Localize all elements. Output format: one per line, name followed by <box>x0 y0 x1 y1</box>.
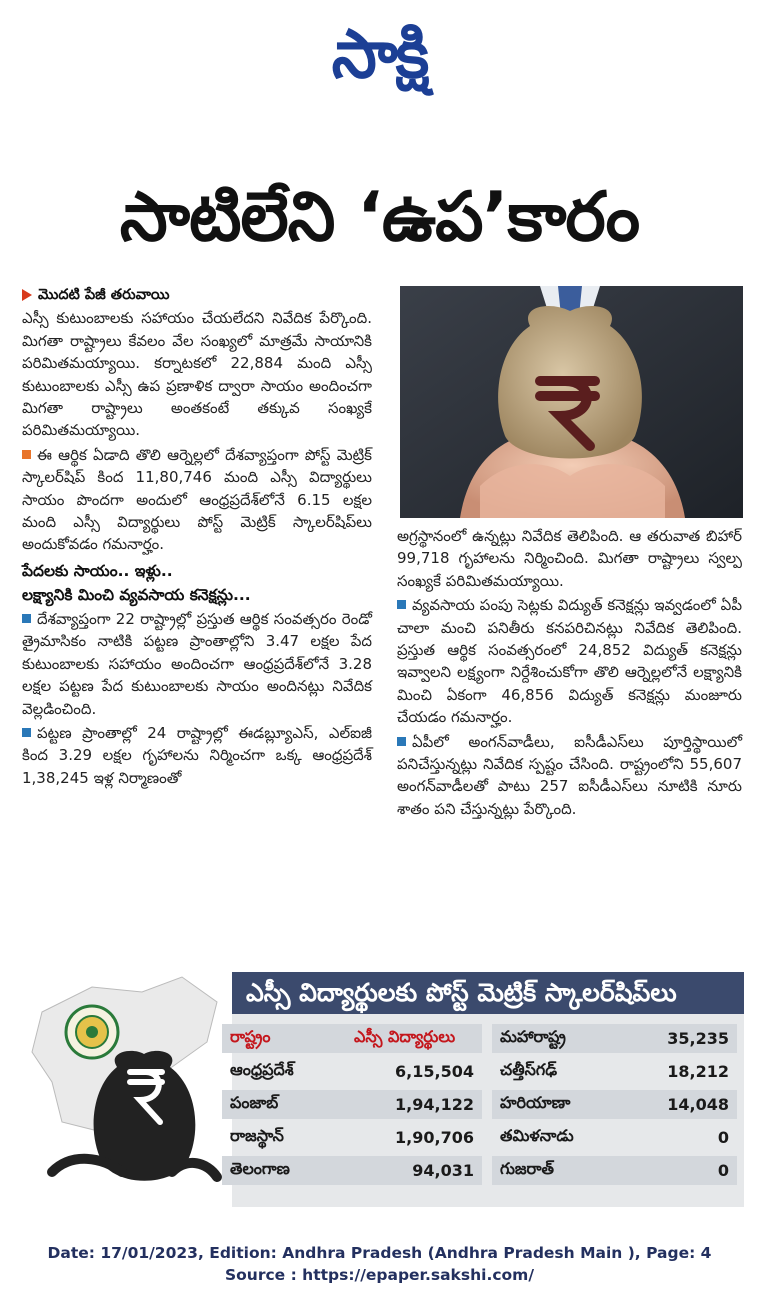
header-students: ఎస్సీ విద్యార్థులు <box>327 1024 482 1053</box>
ap-map-money-bag-illustration <box>22 972 229 1207</box>
table-row <box>222 1057 482 1086</box>
headline: సాటిలేని ‘ఉప’కారం <box>119 178 640 257</box>
state-name: తమిళనాడు <box>500 1126 574 1145</box>
square-bullet-icon <box>22 450 31 459</box>
state-name: మహారాష్ట్ర <box>492 1024 623 1053</box>
continuation-text: మొదటి పేజీ తరువాయి <box>38 287 170 303</box>
paragraph-6-text: వ్యవసాయ పంపు సెట్లకు విద్యుత్ కనెక్షన్లు ఇవ్వడంలో ఏపీ చాలా మంచి పనితీరు కనపరిచినట్లు నివేదిక తెలిపింది. ప్రస్తుత ఆర్థిక సంవత్సరంలో 24,852 విద్యుత్ కనెక్షన్లు ఇవ్వాలని లక్ష్యంగా నిర్దేశించుకోగా తొలి ఆర్నెల్లలోనే లక్ష్యానికి మించి ఏకంగా 46,856 విద్యుత్ కనెక్షన్లు మంజూరు చేయడం గమనార్హం. <box>397 596 742 727</box>
sakshi-logo: సాక్షి <box>331 16 428 94</box>
paragraph-7-text: ఏపీలో అంగన్‌వాడీలు, ఐసీడీఎస్‌లు పూర్తిస్థాయిలో పనిచేస్తున్నట్లు నివేదిక స్పష్టం చేసింది. రాష్ట్రంలోని 55,607 అంగన్‌వాడీలతో పాటు 257 ఐసీడీఎస్‌లు నూటికి నూరు శాతం పని చేస్తున్నట్లు పేర్కొంది. <box>397 732 742 818</box>
table-row <box>222 1090 482 1119</box>
state-name: హరియాణా <box>492 1090 623 1119</box>
continuation-label <box>22 284 372 306</box>
article-photo <box>400 286 743 518</box>
subheading-1: పేదలకు సాయం.. ఇళ్లు.. <box>22 561 173 580</box>
table-row <box>222 1123 482 1152</box>
article-paragraph-1: ఎస్సీ కుటుంబాలకు సహాయం చేయలేదని నివేదిక పేర్కొంది. మిగతా రాష్ట్రాలు కేవలం వేల సంఖ్యలో మాత్రమే సాయానికి పరిమితమయ్యాయి. కర్నాటకలో 22,884 మంది ఎస్సీ కుటుంబాలకు ఎస్సీ ఉప ప్రణాళిక ద్వారా సాయం అందించగా మిగతా రాష్ట్రాలు అంతకంటే తక్కువ సంఖ్యకే పరిమితమయ్యాయి. <box>22 309 372 440</box>
student-count: 1,90,706 <box>395 1128 474 1147</box>
state-name: గుజరాత్ <box>492 1156 623 1185</box>
state-name: చత్తీస్‌గఢ్ <box>500 1060 558 1079</box>
source-footer <box>0 1242 759 1286</box>
infobox-title: ఎస్సీ విద్యార్థులకు పోస్ట్ మెట్రిక్ స్కాలర్‌షిప్‌లు <box>232 972 744 1014</box>
table-header-row <box>222 1024 482 1053</box>
paragraph-4-text: పట్టణ ప్రాంతాల్లో 24 రాష్ట్రాల్లో ఈడబ్ల్యూఎస్, ఎల్ఐజీ కింద 3.29 లక్షల గృహాలను నిర్మించగా ఒక్క ఆంధ్రప్రదేశ్ 1,38,245 ఇళ్ల నిర్మాణంతో <box>22 723 372 787</box>
state-name: రాజస్థాన్ <box>230 1126 284 1145</box>
table-row <box>492 1024 737 1053</box>
scholarship-infobox <box>22 972 744 1207</box>
state-name: పంజాబ్ <box>222 1090 327 1119</box>
scholarship-table-left <box>222 1020 482 1189</box>
play-triangle-icon <box>22 289 32 301</box>
source-link[interactable]: Source : https://epaper.sakshi.com/ <box>225 1266 534 1284</box>
table-row <box>492 1123 737 1152</box>
paragraph-3-text: దేశవ్యాప్తంగా 22 రాష్ట్రాల్లో ప్రస్తుత ఆర్థిక సంవత్సరం రెండో త్రైమాసికం నాటికి పట్టణ ప్రాంతాల్లోని 3.47 లక్షల పేద కుటుంబాలకు సహాయం అందించగా ఆంధ్రప్రదేశ్‌లోనే 3.28 లక్షల పట్టణ పేద కుటుంబాలకు సాయం అందినట్లు నివేదిక వెల్లడించింది. <box>22 609 372 718</box>
table-row <box>492 1057 737 1086</box>
student-count: 6,15,504 <box>395 1062 474 1081</box>
article-paragraph-2 <box>22 444 372 556</box>
header-state: రాష్ట్రం <box>222 1024 327 1053</box>
money-bag-photo <box>400 286 743 518</box>
state-name: తెలంగాణ <box>222 1156 327 1185</box>
article-left-column <box>22 284 372 791</box>
student-count: 35,235 <box>623 1024 737 1053</box>
article-paragraph-6 <box>397 594 742 728</box>
student-count: 1,94,122 <box>327 1090 482 1119</box>
masthead <box>0 10 759 100</box>
scholarship-table-right <box>492 1020 737 1189</box>
infobox-illustration <box>22 972 232 1207</box>
article-paragraph-7 <box>397 731 742 821</box>
article-paragraph-3 <box>22 608 372 720</box>
edition-info: Date: 17/01/2023, Edition: Andhra Pradesh (Andhra Pradesh Main ), Page: 4 <box>47 1244 712 1262</box>
square-bullet-icon <box>397 600 406 609</box>
paragraph-2-text: ఈ ఆర్థిక ఏడాది తొలి ఆర్నెల్లలో దేశవ్యాప్తంగా పోస్ట్ మెట్రిక్ స్కాలర్‌షిప్ కింద 11,80,746 మంది ఎస్సీ విద్యార్థులు సాయం పొందగా అందులో ఆంధ్రప్రదేశ్‌లోనే 6.15 లక్షల మంది ఎస్సీ విద్యార్థులు పోస్ట్ మెట్రిక్ స్కాలర్‌షిప్‌లు అందుకోవడం గమనార్హం. <box>22 445 372 554</box>
square-bullet-icon <box>397 737 406 746</box>
table-row <box>222 1156 482 1185</box>
square-bullet-icon <box>22 614 31 623</box>
state-name: ఆంధ్రప్రదేశ్ <box>230 1060 294 1079</box>
student-count: 94,031 <box>327 1156 482 1185</box>
subheading-2: లక్ష్యానికి మించి వ్యవసాయ కనెక్షన్లు... <box>22 585 251 604</box>
article-paragraph-5: అగ్రస్థానంలో ఉన్నట్లు నివేదిక తెలిపింది. ఆ తరువాత బిహార్ 99,718 గృహాలను నిర్మించింది. మిగతా రాష్ట్రాలు స్వల్ప సంఖ్యకే పరిమితమయ్యాయి. <box>397 527 742 590</box>
square-bullet-icon <box>22 728 31 737</box>
article-right-column <box>397 525 742 822</box>
student-count: 0 <box>717 1128 729 1147</box>
student-count: 18,212 <box>667 1062 729 1081</box>
student-count: 14,048 <box>623 1090 737 1119</box>
article-paragraph-4 <box>22 722 372 789</box>
table-row <box>492 1156 737 1185</box>
table-row <box>492 1090 737 1119</box>
student-count: 0 <box>623 1156 737 1185</box>
